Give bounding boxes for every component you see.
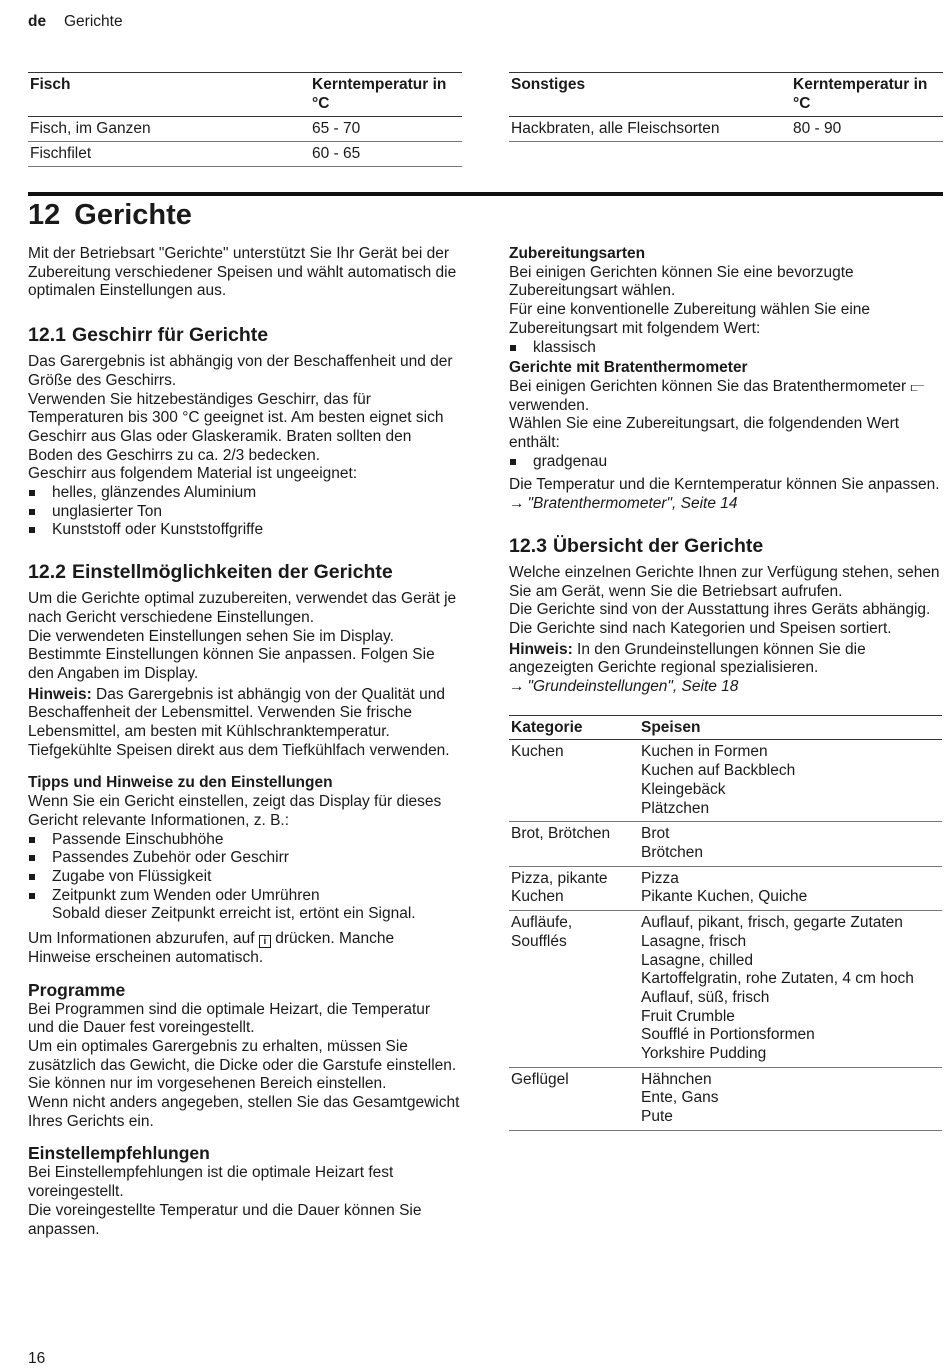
info-text-a: Um Informationen abzurufen, auf	[28, 930, 255, 948]
arrow-right-icon: →	[509, 678, 525, 696]
table-cell: 65 - 70	[310, 117, 462, 142]
list-item: Kunststoff oder Kunststoffgriffe	[28, 521, 460, 540]
dish-item: Brötchen	[641, 843, 704, 861]
chapter-number: 12	[28, 199, 61, 231]
paragraph: Bei einigen Gerichten können Sie eine bevorzugte Zubereitungsart wählen.	[509, 263, 854, 300]
dish-item: Lasagne, frisch	[641, 932, 747, 950]
dish-item: Pikante Kuchen, Quiche	[641, 888, 808, 906]
paragraph: Wenn nicht anders angegeben, stellen Sie das Gesamtgewicht Ihres Gerichts ein.	[28, 1094, 460, 1130]
section-number: 12.1	[28, 324, 66, 347]
paragraph: Bei Einstellempfehlungen ist die optimale Heizart fest voreingestellt.	[28, 1164, 394, 1201]
thermometer-link[interactable]: "Bratenthermometer", Seite 14	[527, 495, 738, 513]
arrow-right-icon: →	[509, 495, 525, 513]
fisch-header-2-text: Kerntemperatur in °C	[312, 76, 447, 112]
dishes-table	[509, 715, 942, 1131]
dish-item: Lasagne, chilled	[641, 951, 754, 969]
info-paragraph	[28, 930, 460, 967]
dish-item: Kuchen in Formen	[641, 743, 768, 761]
sonstiges-header-2	[791, 73, 943, 117]
dish-item: Yorkshire Pudding	[641, 1045, 767, 1063]
category-cell: Aufläufe, Soufflés	[509, 911, 639, 1068]
right-column	[509, 245, 941, 1131]
section-title-text: Übersicht der Gerichte	[552, 534, 764, 557]
hint-paragraph	[509, 641, 941, 678]
table-row	[509, 740, 942, 822]
paragraph: Die Temperatur und die Kerntemperatur können Sie anpassen.	[509, 476, 940, 494]
empfehlungen-heading: Einstellempfehlungen	[28, 1143, 210, 1164]
intro-paragraph: Mit der Betriebsart "Gerichte" unterstützt Sie Ihr Gerät bei der Zubereitung verschiedener Speisen und wählt automatisch die optimalen Einstellungen aus.	[28, 245, 457, 300]
section-number: 12.2	[28, 561, 66, 584]
section-12-2-title	[28, 560, 460, 584]
list-item: Passende Einschubhöhe	[28, 831, 460, 850]
dishes-cell	[639, 911, 942, 1068]
tips-list	[28, 831, 460, 925]
list-item	[28, 887, 460, 924]
dishes-header-category: Kategorie	[509, 715, 639, 740]
dish-item: Kleingebäck	[641, 780, 726, 798]
sonstiges-table-wrapper	[509, 72, 943, 142]
thermo-text-a: Bei einigen Gerichten können Sie das Bratenthermometer	[509, 377, 907, 395]
thermo-text-b: verwenden.	[509, 396, 590, 414]
category-cell: Kuchen	[509, 740, 639, 822]
dish-item: Auflauf, süß, frisch	[641, 988, 770, 1006]
paragraph: Bei Programmen sind die optimale Heizart, die Temperatur und die Dauer fest voreingestellt.	[28, 1000, 431, 1037]
chapter-title-text: Gerichte	[74, 199, 192, 231]
fisch-table	[28, 72, 462, 167]
table-row	[28, 142, 462, 167]
zubereitungsarten-heading: Zubereitungsarten	[509, 245, 646, 262]
dishes-cell	[639, 740, 942, 822]
info-text-b: drücken. Manche Hinweise erscheinen automatisch.	[28, 930, 395, 966]
fisch-header-1: Fisch	[28, 73, 310, 117]
table-row	[28, 117, 462, 142]
table-cell: Fisch, im Ganzen	[28, 117, 310, 142]
hint-text: In den Grundeinstellungen können Sie die angezeigten Gerichte regional spezialisieren.	[509, 640, 866, 677]
thermometer-icon: ⫍︎	[910, 378, 925, 394]
table-row	[509, 1067, 942, 1130]
paragraph: Welche einzelnen Gerichte Ihnen zur Verfügung stehen, sehen Sie am Gerät, wenn Sie die Betriebsart aufrufen.	[509, 563, 940, 600]
paragraph: Geschirr aus folgendem Material ist ungeeignet:	[28, 465, 358, 483]
list-item: Passendes Zubehör oder Geschirr	[28, 849, 460, 868]
tips-heading: Tipps und Hinweise zu den Einstellungen	[28, 774, 333, 792]
dish-item: Auflauf, pikant, frisch, gegarte Zutaten	[641, 914, 903, 932]
sonstiges-table	[509, 72, 943, 142]
hint-paragraph	[28, 686, 460, 761]
table-cell: Hackbraten, alle Fleischsorten	[509, 117, 791, 142]
dish-item: Brot	[641, 825, 670, 843]
dish-item: Kuchen auf Backblech	[641, 762, 796, 780]
fisch-header-2	[310, 73, 462, 117]
table-row	[509, 822, 942, 866]
category-cell: Geflügel	[509, 1067, 639, 1130]
table-row	[509, 911, 942, 1068]
paragraph: Um die Gerichte optimal zuzubereiten, verwendet das Gerät je nach Gericht verschiedene Einstellungen.	[28, 590, 457, 626]
table-row	[509, 866, 942, 910]
thermometer-heading: Gerichte mit Bratenthermometer	[509, 359, 748, 377]
paragraph: Das Garergebnis ist abhängig von der Beschaffenheit und der Größe des Geschirrs.	[28, 353, 453, 389]
list-item: helles, glänzendes Aluminium	[28, 484, 460, 503]
left-column	[28, 245, 460, 1239]
paragraph: Die voreingestellte Temperatur und die Dauer können Sie anpassen.	[28, 1201, 422, 1238]
dish-item: Fruit Crumble	[641, 1007, 735, 1025]
table-row	[509, 117, 943, 142]
paragraph: Um ein optimales Garergebnis zu erhalten, müssen Sie zusätzlich das Gewicht, die Dicke oder die Garstufe einstellen. Sie können nur im vorgesehenen Bereich einstellen.	[28, 1037, 457, 1093]
chapter-rule	[28, 192, 943, 196]
dish-item: Hähnchen	[641, 1070, 712, 1088]
header-language: de	[28, 13, 47, 30]
list-item: unglasierter Ton	[28, 503, 460, 522]
list-item: klassisch	[509, 339, 941, 358]
dish-item: Plätzchen	[641, 799, 710, 817]
list-item: Zugabe von Flüssigkeit	[28, 868, 460, 887]
category-cell: Pizza, pikante Kuchen	[509, 866, 639, 910]
dishes-cell	[639, 1067, 942, 1130]
section-12-1-title	[28, 323, 460, 347]
dish-item: Pizza	[641, 869, 679, 887]
grundeinstellungen-link-line	[509, 678, 941, 697]
section-number: 12.3	[509, 534, 547, 557]
section-12-3-title	[509, 534, 941, 558]
dishes-cell	[639, 822, 942, 866]
table-cell: 80 - 90	[791, 117, 943, 142]
dishes-cell	[639, 866, 942, 910]
list-item-text: Zeitpunkt zum Wenden oder Umrühren	[52, 886, 320, 904]
hint-label: Hinweis:	[509, 640, 573, 658]
dish-item: Pute	[641, 1108, 673, 1126]
header-title: Gerichte	[64, 13, 123, 30]
zubereitung-list	[509, 339, 941, 358]
paragraph: Wenn Sie ein Gericht einstellen, zeigt das Display für dieses Gericht relevante Informationen, z. B.:	[28, 793, 442, 829]
paragraph: Verwenden Sie hitzebeständiges Geschirr, das für Temperaturen bis 300 °C geeignet ist. Am besten eignet sich Geschirr aus Glas oder Glaskeramik. Braten sollten den Boden des Geschirrs zu ca. 2/3 bedecken.	[28, 390, 444, 464]
fisch-table-wrapper	[28, 72, 462, 167]
dish-item: Kartoffelgratin, rohe Zutaten, 4 cm hoch	[641, 970, 914, 988]
paragraph: Wählen Sie eine Zubereitungsart, die folgendenden Wert enthält:	[509, 415, 900, 452]
thermo-paragraph	[509, 378, 941, 415]
paragraph: Die Gerichte sind von der Ausstattung ihres Geräts abhängig.	[509, 601, 931, 619]
thermo-list	[509, 453, 941, 472]
dishes-header-dishes: Speisen	[639, 715, 942, 740]
dish-item: Ente, Gans	[641, 1089, 719, 1107]
dish-item: Soufflé in Portionsformen	[641, 1026, 815, 1044]
info-key-icon: i	[259, 935, 271, 948]
page-number: 16	[28, 1350, 46, 1367]
paragraph: Die Gerichte sind nach Kategorien und Speisen sortiert.	[509, 619, 892, 637]
hint-text: Das Garergebnis ist abhängig von der Qualität und Beschaffenheit der Lebensmittel. Verwenden Sie frische Lebensmittel, am besten mit Kühlschranktemperatur. Tiefgekühlte Speisen direkt aus dem Tiefkühlfach verwenden.	[28, 685, 450, 759]
unsuitable-material-list	[28, 484, 460, 540]
programme-heading: Programme	[28, 979, 126, 1000]
sonstiges-header-2-text: Kerntemperatur in °C	[793, 76, 928, 112]
section-title-text: Geschirr für Gerichte	[71, 324, 269, 347]
list-item: gradgenau	[509, 453, 941, 472]
chapter-title	[28, 198, 192, 232]
paragraph: Die verwendeten Einstellungen sehen Sie im Display. Bestimmte Einstellungen können Sie anpassen. Folgen Sie den Angaben im Display.	[28, 627, 435, 682]
sonstiges-header-1: Sonstiges	[509, 73, 791, 117]
thermometer-link-line	[509, 495, 941, 514]
section-title-text: Einstellmöglichkeiten der Gerichte	[71, 561, 393, 584]
paragraph: Für eine konventionelle Zubereitung wählen Sie eine Zubereitungsart mit folgendem Wert:	[509, 301, 871, 337]
table-cell: 60 - 65	[310, 142, 462, 167]
grundeinstellungen-link[interactable]: "Grundeinstellungen", Seite 18	[527, 678, 739, 696]
table-cell: Fischfilet	[28, 142, 310, 167]
category-cell: Brot, Brötchen	[509, 822, 639, 866]
list-item-note: Sobald dieser Zeitpunkt erreicht ist, ertönt ein Signal.	[52, 905, 416, 923]
hint-label: Hinweis:	[28, 685, 92, 703]
